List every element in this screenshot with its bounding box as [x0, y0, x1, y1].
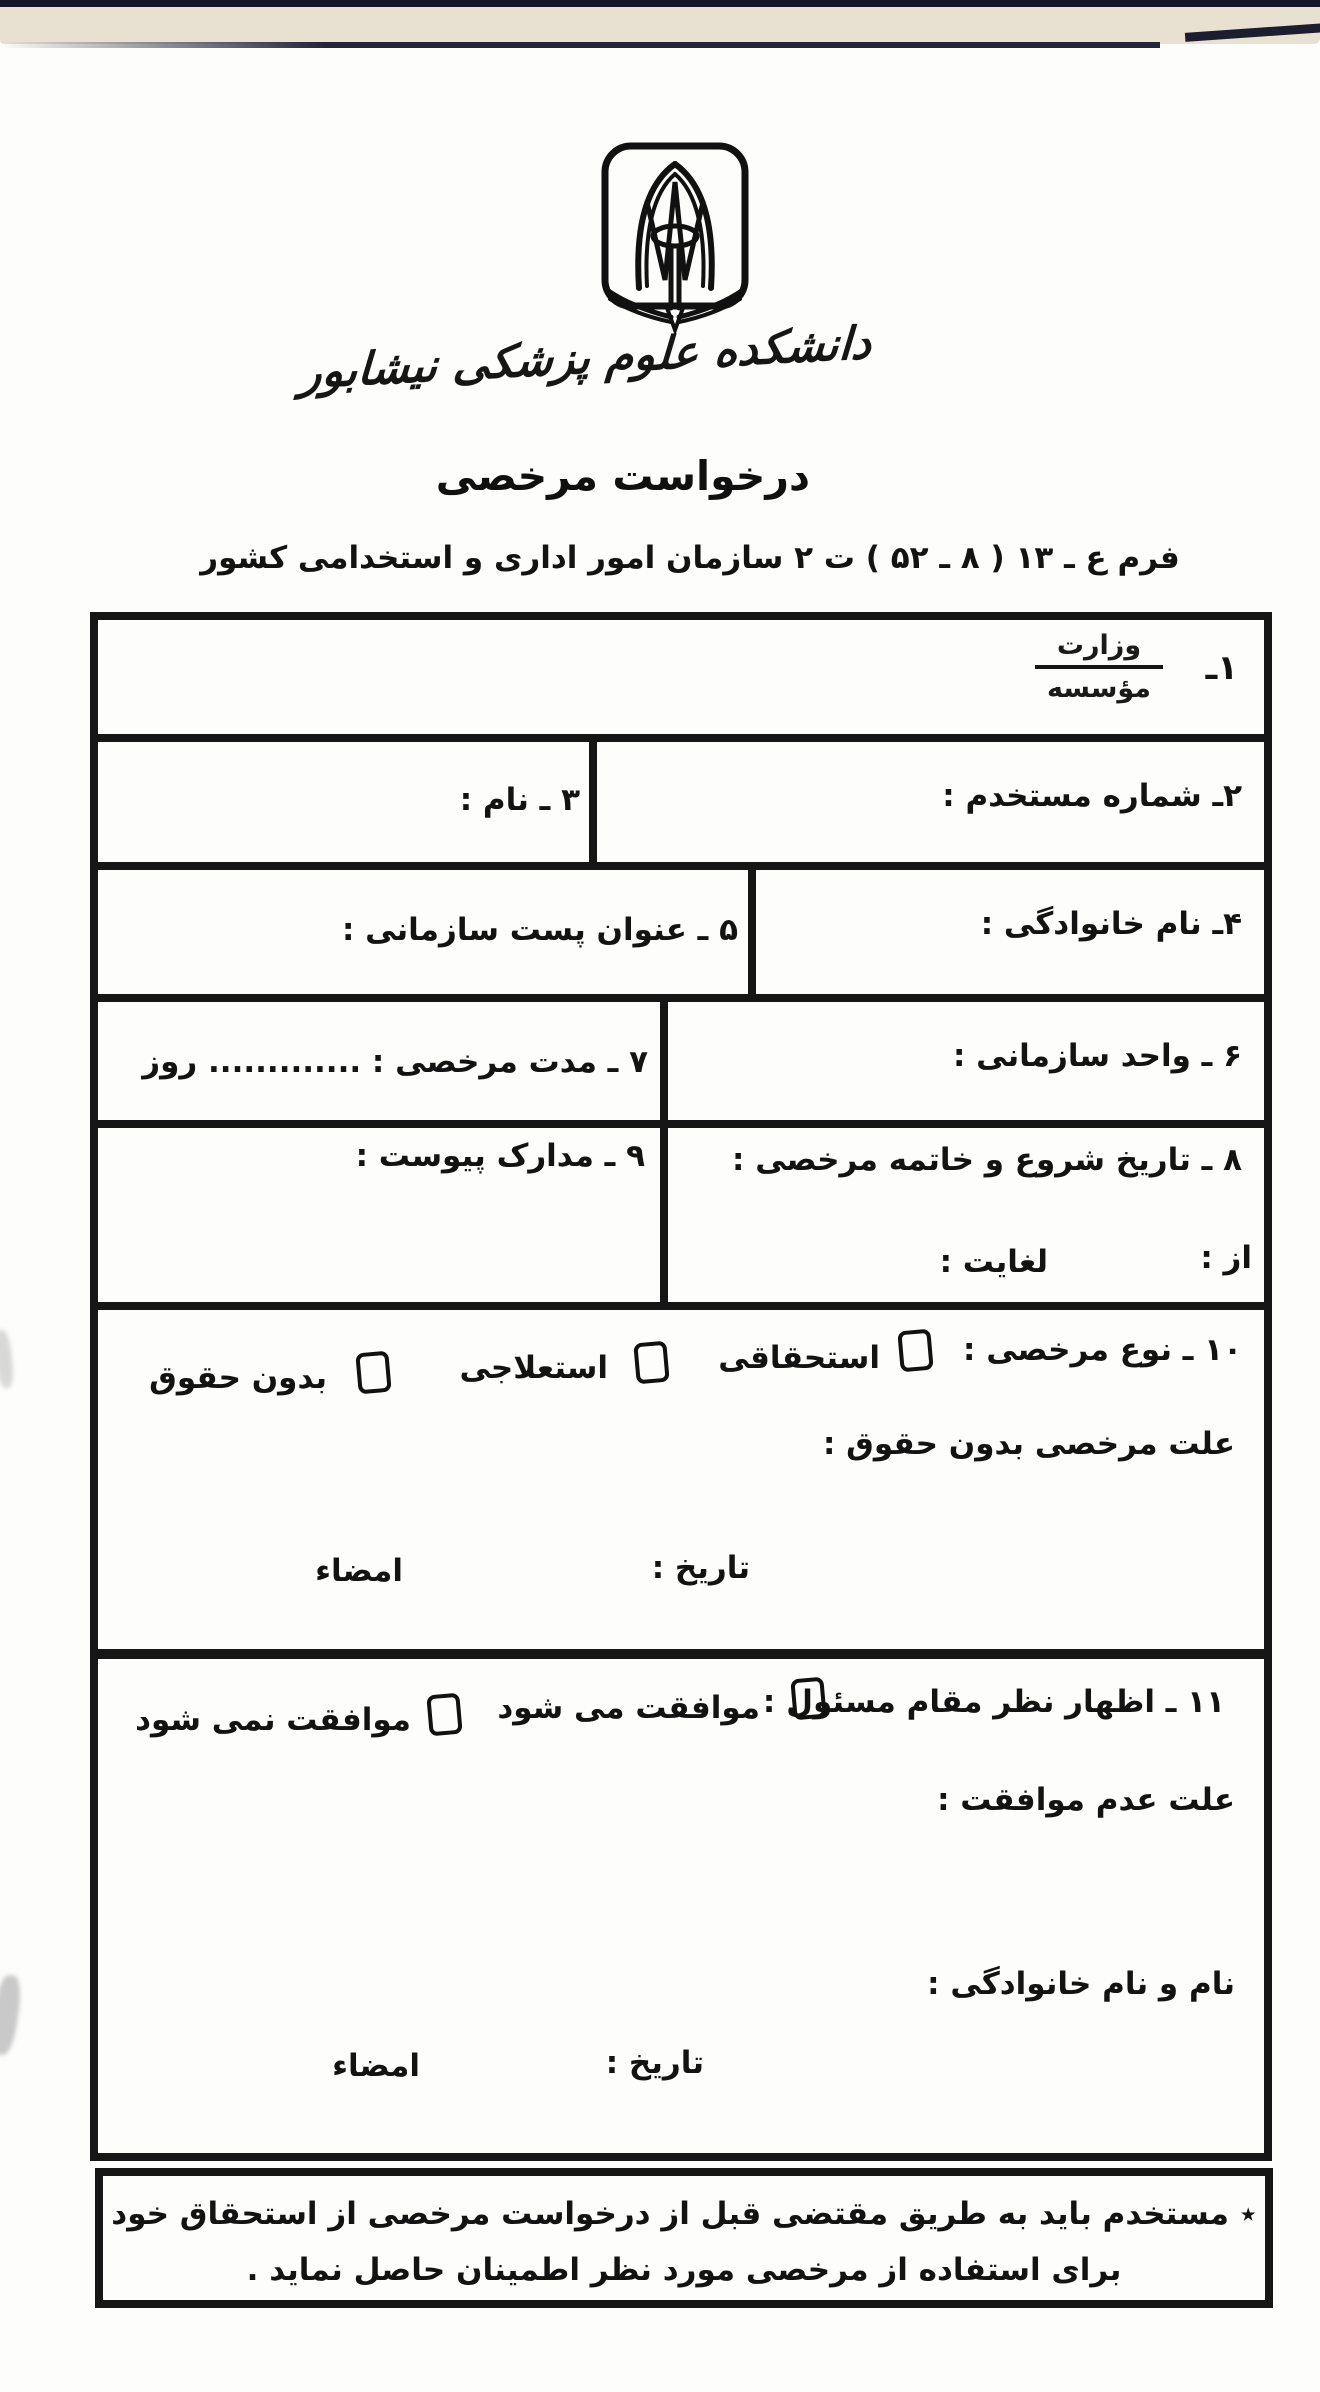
- form-number-line: فرم ع ـ ۱۳ ( ۸ ـ ۵۲ ) ت ۲ سازمان امور اداری و استخدامی کشور: [200, 540, 1180, 576]
- disapproval-reason-label: علت عدم موافقت :: [937, 1782, 1235, 1818]
- footnote-line-1: ٭ مستخدم باید به طریق مقتضی قبل از درخواست مرخصی از استحقاق خود: [111, 2196, 1257, 2232]
- disapprove-option-label: موافقت نمی شود: [135, 1702, 411, 1738]
- unpaid-leave-checkbox: [355, 1351, 391, 1395]
- sick-leave-checkbox: [633, 1341, 669, 1385]
- table-rule-row4: [90, 1120, 1272, 1128]
- field-10-leave-type-label: ۱۰ ـ نوع مرخصی :: [963, 1332, 1242, 1368]
- field-1-number: ۱ـ: [1205, 648, 1238, 688]
- field-10-signature-label: امضاء: [315, 1553, 403, 1589]
- scan-smudge: [0, 1974, 23, 2057]
- divider-row4: [660, 994, 668, 1128]
- ministry-label: وزارت: [1035, 630, 1163, 669]
- sick-leave-option-label: استعلاجی: [459, 1350, 608, 1386]
- paper-top-edge-strip: [0, 7, 1320, 44]
- field-10-date-label: تاریخ :: [651, 1550, 750, 1586]
- table-left-border: [90, 612, 98, 2161]
- field-8-dates-label: ۸ ـ تاریخ شروع و خاتمه مرخصی :: [732, 1142, 1242, 1178]
- table-rule-row6: [90, 1649, 1272, 1659]
- field-7-leave-duration-label: ۷ ـ مدت مرخصی : ............. روز: [142, 1044, 648, 1080]
- footnote-line-2: برای استفاده از مرخصی مورد نظر اطمینان حاصل نماید .: [246, 2252, 1122, 2288]
- table-top-border: [90, 612, 1272, 620]
- org-name-calligraphy: دانشکده علوم پزشکی نیشابور: [298, 315, 873, 399]
- table-rule-row5: [90, 1302, 1272, 1310]
- field-1-ministry-institution: [1035, 630, 1163, 704]
- field-8-from-label: از :: [1200, 1240, 1252, 1276]
- field-11-date-label: تاریخ :: [605, 2045, 704, 2081]
- entitled-leave-option-label: استحقاقی: [718, 1340, 880, 1376]
- table-rule-row2: [90, 862, 1272, 870]
- scan-smudge: [0, 1329, 15, 1388]
- field-2-employee-number-label: ۲ـ شماره مستخدم :: [942, 778, 1242, 814]
- paper-edge-shadow-line: [0, 42, 1160, 48]
- supervisor-fullname-label: نام و نام خانوادگی :: [927, 1966, 1235, 2002]
- divider-row2: [589, 734, 597, 870]
- divider-row5: [660, 1120, 668, 1310]
- disapprove-checkbox: [426, 1693, 462, 1737]
- table-bottom-border: [90, 2153, 1272, 2161]
- table-rule-row3: [90, 994, 1272, 1002]
- unpaid-leave-option-label: بدون حقوق: [149, 1360, 327, 1396]
- field-9-attachments-label: ۹ ـ مدارک پیوست :: [355, 1138, 645, 1174]
- footnote-box: [95, 2168, 1273, 2308]
- divider-row3: [748, 862, 756, 1002]
- field-3-first-name-label: ۳ ـ نام :: [459, 782, 580, 818]
- entitled-leave-checkbox: [897, 1329, 933, 1373]
- unpaid-leave-reason-label: علت مرخصی بدون حقوق :: [822, 1426, 1235, 1462]
- field-5-post-title-label: ۵ ـ عنوان پست سازمانی :: [341, 912, 738, 948]
- institution-label: مؤسسه: [1046, 673, 1152, 704]
- table-rule-row1: [90, 734, 1272, 742]
- field-8-until-label: لغایت :: [939, 1244, 1048, 1280]
- page-title: درخواست مرخصی: [435, 452, 810, 500]
- field-11-supervisor-opinion-label: ۱۱ ـ اظهار نظر مقام مسئول :: [762, 1684, 1225, 1720]
- approve-checkbox: [790, 1677, 826, 1721]
- field-4-family-name-label: ۴ـ نام خانوادگی :: [980, 906, 1242, 942]
- field-11-signature-label: امضاء: [332, 2048, 420, 2084]
- approve-option-label: موافقت می شود: [497, 1690, 760, 1726]
- field-6-org-unit-label: ۶ ـ واحد سازمانی :: [952, 1038, 1242, 1074]
- table-right-border: [1264, 612, 1272, 2161]
